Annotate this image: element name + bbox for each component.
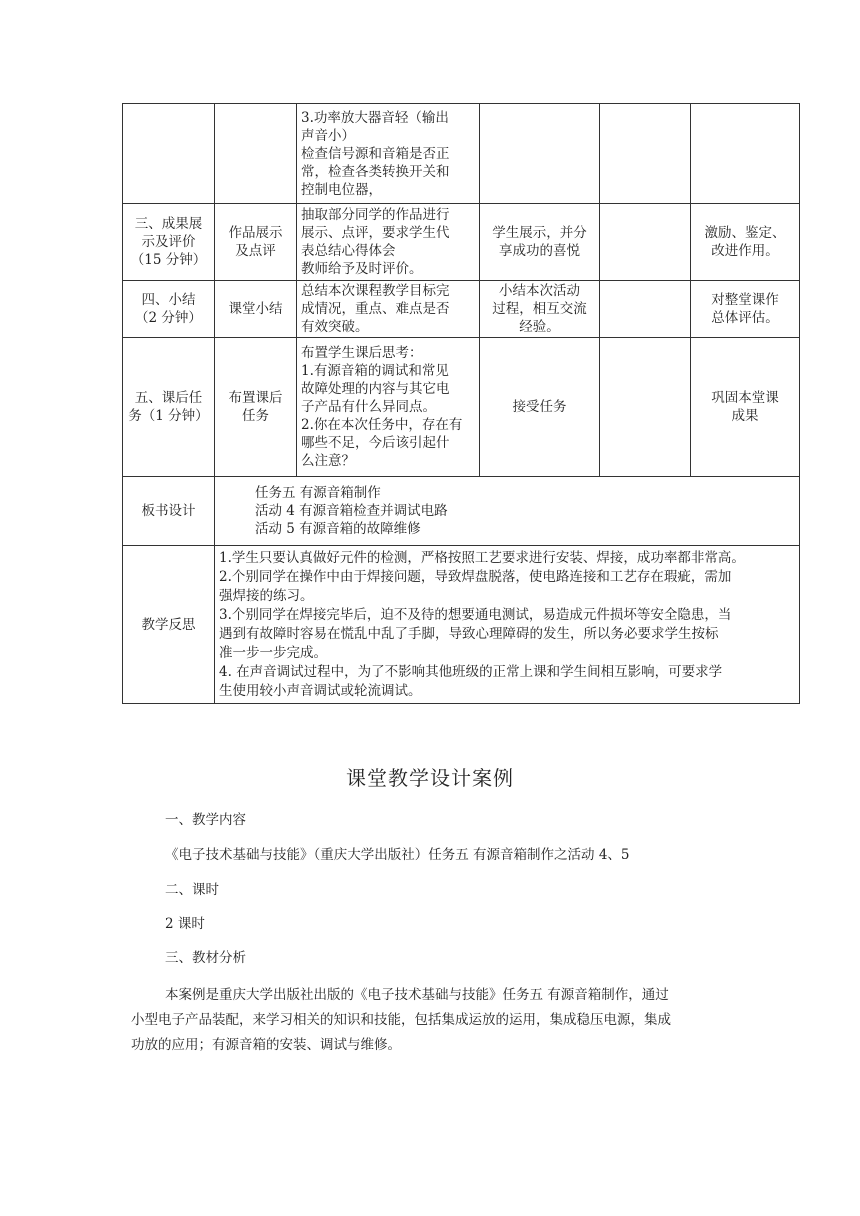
- cell-method: [215, 204, 297, 281]
- cell-teacher-activity: [297, 338, 480, 477]
- cell-line: 接受任务: [512, 399, 567, 415]
- reflection-line: 3.个别同学在焊接完毕后，迫不及待的想要通电测试，易造成元件损坏等安全隐患，当: [219, 606, 732, 623]
- table-row: [123, 338, 800, 477]
- cell-stage: [123, 104, 215, 204]
- cell-line: 小结本次活动: [499, 283, 580, 299]
- cell-line: 务（1 分钟）: [128, 408, 209, 424]
- cell-teacher-activity: [297, 281, 480, 338]
- content-text: 《电子技术基础与技能》（重庆大学出版社）任务五 有源音箱制作之活动 4、5: [165, 847, 630, 863]
- board-design-label: 板书设计: [123, 477, 215, 546]
- cell-line: 有效突破。: [301, 319, 369, 335]
- board-design-content: [215, 477, 800, 546]
- cell-teacher-activity: [297, 204, 480, 281]
- cell-line: 成果: [731, 408, 759, 424]
- reflection-content: [215, 546, 800, 704]
- cell-stage: [123, 338, 215, 477]
- cell-line: 表总结心得体会: [301, 243, 396, 259]
- cell-line: 作品展示: [228, 225, 283, 241]
- table-row: [123, 104, 800, 204]
- cell-intent: [691, 281, 800, 338]
- cell-line: 总结本次课程教学目标完: [301, 283, 450, 299]
- cell-line: 布置学生课后思考：: [301, 345, 423, 361]
- cell-line: 及点评: [235, 243, 276, 259]
- cell-line: 控制电位器，: [301, 181, 382, 198]
- reflection-row: [123, 546, 800, 704]
- cell-line: 示及评价: [141, 234, 196, 250]
- cell-method: [215, 281, 297, 338]
- cell-line: 抽取部分同学的作品进行: [301, 207, 450, 223]
- hours-text: 2 课时: [165, 916, 205, 932]
- board-design-row: [123, 477, 800, 546]
- cell-method: [215, 104, 297, 204]
- cell-student-activity: [480, 104, 600, 204]
- cell-line: 检查信号源和音箱是否正: [301, 145, 450, 162]
- cell-line: 子产品有什么异同点。: [301, 399, 436, 415]
- cell-line: 学生展示，并分: [492, 225, 587, 241]
- page-title: 课堂教学设计案例: [346, 766, 514, 790]
- cell-line: 展示、点评，要求学生代: [301, 225, 450, 241]
- cell-line: 总体评估。: [711, 310, 779, 326]
- cell-line: 四、小结: [141, 292, 196, 308]
- reflection-line: 强焊接的练习。: [219, 587, 314, 604]
- cell-line: 么注意？: [301, 453, 355, 469]
- section-heading-analysis: 三、教材分析: [165, 950, 246, 966]
- cell-line: （2 分钟）: [135, 310, 202, 326]
- board-line: 活动 4 有源音箱检查并调试电路: [255, 503, 448, 519]
- reflection-label: 教学反思: [123, 546, 215, 704]
- cell-line: 五、课后任: [134, 390, 203, 406]
- cell-line: 对整堂课作: [711, 292, 779, 308]
- cell-line: 布置课后: [228, 390, 283, 406]
- cell-teacher-activity: [297, 104, 480, 204]
- cell-student-activity: [480, 338, 600, 477]
- cell-line: 课堂小结: [228, 301, 283, 317]
- cell-stage: [123, 204, 215, 281]
- cell-line: 常，检查各类转换开关和: [301, 163, 450, 180]
- cell-line: 三、成果展: [134, 216, 203, 232]
- cell-line: 经验。: [519, 319, 560, 335]
- analysis-line: 本案例是重庆大学出版社出版的《电子技术基础与技能》任务五 有源音箱制作，通过: [165, 987, 669, 1003]
- cell-line: （15 分钟）: [130, 252, 207, 268]
- cell-line: 哪些不足，今后该引起什: [301, 435, 450, 451]
- cell-line: 教师给予及时评价。: [301, 261, 423, 277]
- reflection-line: 遇到有故障时容易在慌乱中乱了手脚，导致心理障碍的发生，所以务必要求学生按标: [219, 625, 719, 642]
- reflection-line: 生使用较小声音调试或轮流调试。: [219, 682, 422, 699]
- table-row: [123, 281, 800, 338]
- cell-line: 故障处理的内容与其它电: [301, 381, 450, 397]
- reflection-line: 4. 在声音调试过程中，为了不影响其他班级的正常上课和学生间相互影响，可要求学: [219, 663, 723, 680]
- cell-blank: [600, 204, 691, 281]
- section-heading-hours: 二、课时: [165, 882, 219, 898]
- cell-line: 激励、鉴定、: [704, 225, 786, 241]
- board-line: 任务五 有源音箱制作: [255, 485, 381, 501]
- board-line: 活动 5 有源音箱的故障维修: [255, 521, 421, 537]
- cell-intent: [691, 338, 800, 477]
- reflection-line: 2.个别同学在操作中由于焊接问题，导致焊盘脱落，使电路连接和工艺存在瑕疵，需加: [219, 568, 732, 585]
- cell-stage: [123, 281, 215, 338]
- cell-line: 声音小）: [301, 127, 355, 144]
- section-heading-content: 一、教学内容: [165, 812, 246, 828]
- cell-line: 巩固本堂课: [711, 390, 779, 406]
- cell-line: 任务: [242, 408, 269, 424]
- cell-line: 1.有源音箱的调试和常见: [301, 363, 449, 379]
- reflection-line: 准一步一步完成。: [219, 644, 327, 661]
- cell-blank: [600, 104, 691, 204]
- cell-blank: [600, 338, 691, 477]
- analysis-line: 功放的应用；有源音箱的安装、调试与维修。: [131, 1037, 401, 1053]
- cell-line: 改进作用。: [711, 243, 779, 259]
- cell-line: 享成功的喜悦: [499, 243, 580, 259]
- cell-method: [215, 338, 297, 477]
- table-row: [123, 204, 800, 281]
- cell-line: 3.功率放大器音轻（输出: [301, 109, 449, 126]
- analysis-line: 小型电子产品装配，来学习相关的知识和技能，包括集成运放的运用，集成稳压电源，集成: [131, 1012, 671, 1028]
- cell-intent: [691, 104, 800, 204]
- cell-line: 过程，相互交流: [492, 301, 587, 317]
- cell-blank: [600, 281, 691, 338]
- reflection-line: 1.学生只要认真做好元件的检测，严格按照工艺要求进行安装、焊接，成功率都非常高。: [219, 549, 745, 566]
- lesson-plan-table: [122, 103, 800, 704]
- cell-student-activity: [480, 281, 600, 338]
- cell-line: 成情况，重点、难点是否: [301, 301, 450, 317]
- cell-intent: [691, 204, 800, 281]
- cell-student-activity: [480, 204, 600, 281]
- cell-line: 2.你在本次任务中，存在有: [301, 417, 463, 433]
